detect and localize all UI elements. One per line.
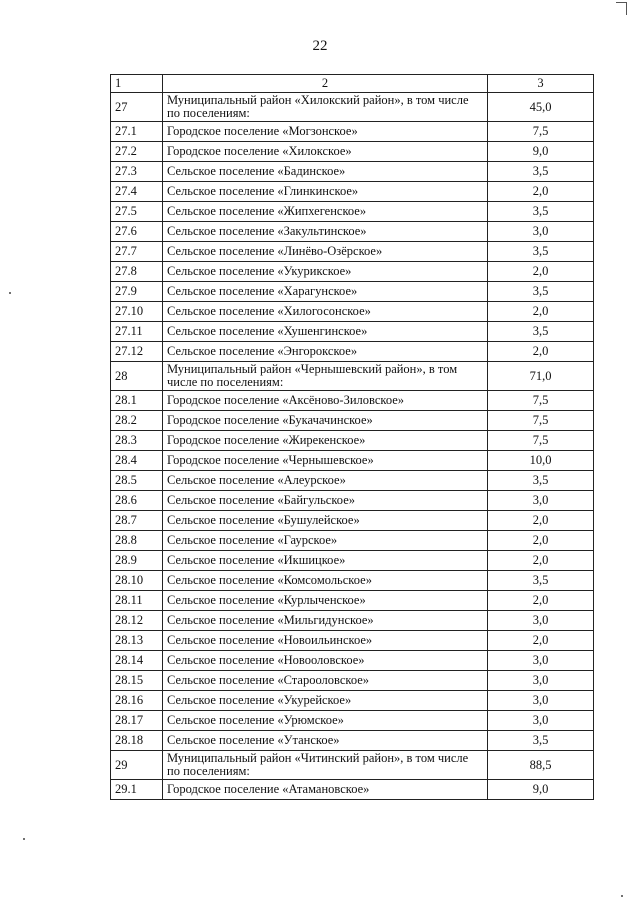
row-number-cell: 29 <box>111 751 163 780</box>
value-cell: 3,0 <box>488 491 594 511</box>
value-cell: 3,0 <box>488 711 594 731</box>
row-number-cell: 27.10 <box>111 302 163 322</box>
value-cell: 3,5 <box>488 162 594 182</box>
row-number-cell: 29.1 <box>111 780 163 800</box>
row-number-cell: 27.8 <box>111 262 163 282</box>
settlement-name-cell: Муниципальный район «Читинский район», в том числе по поселениям: <box>163 751 488 780</box>
settlement-name-cell: Сельское поселение «Жипхегенское» <box>163 202 488 222</box>
row-number-cell: 28 <box>111 362 163 391</box>
settlement-name-cell: Сельское поселение «Глинкинское» <box>163 182 488 202</box>
settlement-name-cell: Сельское поселение «Урюмское» <box>163 711 488 731</box>
settlement-name-cell: Городское поселение «Аксёново-Зиловское» <box>163 391 488 411</box>
row-number-cell: 27.7 <box>111 242 163 262</box>
table-row <box>111 431 594 451</box>
value-cell: 3,5 <box>488 322 594 342</box>
settlement-name-cell: Сельское поселение «Новооловское» <box>163 651 488 671</box>
settlement-name-cell: Сельское поселение «Байгульское» <box>163 491 488 511</box>
settlement-name-cell: Сельское поселение «Утанское» <box>163 731 488 751</box>
page-number: 22 <box>312 38 328 54</box>
row-number-cell: 28.15 <box>111 671 163 691</box>
row-number-cell: 28.12 <box>111 611 163 631</box>
settlement-name-cell: Сельское поселение «Линёво-Озёрское» <box>163 242 488 262</box>
row-number-cell: 27.5 <box>111 202 163 222</box>
value-cell: 3,0 <box>488 651 594 671</box>
row-number-cell: 28.10 <box>111 571 163 591</box>
value-cell: 3,5 <box>488 571 594 591</box>
settlement-name-cell: Сельское поселение «Алеурское» <box>163 471 488 491</box>
row-number-cell: 28.5 <box>111 471 163 491</box>
value-cell: 45,0 <box>488 93 594 122</box>
settlement-name-cell: Сельское поселение «Хушенгинское» <box>163 322 488 342</box>
settlement-name-cell: Сельское поселение «Харагунское» <box>163 282 488 302</box>
table-row <box>111 691 594 711</box>
value-cell: 3,5 <box>488 731 594 751</box>
value-cell: 3,5 <box>488 282 594 302</box>
row-number-cell: 28.16 <box>111 691 163 711</box>
row-number-cell: 27.3 <box>111 162 163 182</box>
table-row <box>111 571 594 591</box>
table-row <box>111 731 594 751</box>
settlement-name-cell: Сельское поселение «Мильгидунское» <box>163 611 488 631</box>
row-number-cell: 27 <box>111 93 163 122</box>
settlement-name-cell: Городское поселение «Могзонское» <box>163 122 488 142</box>
table-row <box>111 282 594 302</box>
value-cell: 2,0 <box>488 531 594 551</box>
table-row <box>111 711 594 731</box>
table-row <box>111 362 594 391</box>
row-number-cell: 28.18 <box>111 731 163 751</box>
settlement-name-cell: Городское поселение «Хилокское» <box>163 142 488 162</box>
settlement-name-cell: Муниципальный район «Чернышевский район», в том числе по поселениям: <box>163 362 488 391</box>
column-header-3: 3 <box>488 75 594 93</box>
table-row <box>111 631 594 651</box>
table-row <box>111 302 594 322</box>
row-number-cell: 28.7 <box>111 511 163 531</box>
table-row <box>111 411 594 431</box>
settlement-name-cell: Сельское поселение «Энгорокское» <box>163 342 488 362</box>
settlement-name-cell: Сельское поселение «Курлыченское» <box>163 591 488 611</box>
table-row <box>111 242 594 262</box>
value-cell: 2,0 <box>488 631 594 651</box>
settlement-name-cell: Городское поселение «Жирекенское» <box>163 431 488 451</box>
value-cell: 9,0 <box>488 780 594 800</box>
settlement-name-cell: Сельское поселение «Укурикское» <box>163 262 488 282</box>
row-number-cell: 28.14 <box>111 651 163 671</box>
row-number-cell: 28.8 <box>111 531 163 551</box>
scan-dust-dot <box>621 895 623 897</box>
table-row <box>111 531 594 551</box>
table-row <box>111 780 594 800</box>
table-row <box>111 491 594 511</box>
table-row <box>111 751 594 780</box>
table-row <box>111 451 594 471</box>
row-number-cell: 28.4 <box>111 451 163 471</box>
settlement-name-cell: Городское поселение «Чернышевское» <box>163 451 488 471</box>
row-number-cell: 28.3 <box>111 431 163 451</box>
column-header-1: 1 <box>111 75 163 93</box>
table-row <box>111 262 594 282</box>
table-header-row <box>111 75 594 93</box>
table-row <box>111 551 594 571</box>
row-number-cell: 27.12 <box>111 342 163 362</box>
table-row <box>111 222 594 242</box>
table-row <box>111 671 594 691</box>
value-cell: 3,0 <box>488 691 594 711</box>
settlement-name-cell: Сельское поселение «Гаурское» <box>163 531 488 551</box>
row-number-cell: 28.9 <box>111 551 163 571</box>
table-row <box>111 391 594 411</box>
table-row <box>111 122 594 142</box>
settlement-name-cell: Сельское поселение «Бадинское» <box>163 162 488 182</box>
settlement-name-cell: Сельское поселение «Комсомольское» <box>163 571 488 591</box>
value-cell: 3,0 <box>488 611 594 631</box>
settlement-name-cell: Городское поселение «Атамановское» <box>163 780 488 800</box>
settlement-name-cell: Сельское поселение «Бушулейское» <box>163 511 488 531</box>
value-cell: 10,0 <box>488 451 594 471</box>
table-row <box>111 342 594 362</box>
scan-dust-dot <box>23 838 25 840</box>
row-number-cell: 27.6 <box>111 222 163 242</box>
value-cell: 3,5 <box>488 471 594 491</box>
table-row <box>111 142 594 162</box>
value-cell: 7,5 <box>488 122 594 142</box>
settlement-name-cell: Сельское поселение «Старооловское» <box>163 671 488 691</box>
value-cell: 2,0 <box>488 262 594 282</box>
table-row <box>111 471 594 491</box>
settlements-table <box>110 74 594 800</box>
settlement-name-cell: Городское поселение «Букачачинское» <box>163 411 488 431</box>
scan-dust-dot <box>9 292 11 294</box>
value-cell: 9,0 <box>488 142 594 162</box>
settlement-name-cell: Сельское поселение «Хилогосонское» <box>163 302 488 322</box>
column-header-2: 2 <box>163 75 488 93</box>
value-cell: 88,5 <box>488 751 594 780</box>
row-number-cell: 27.2 <box>111 142 163 162</box>
value-cell: 3,5 <box>488 242 594 262</box>
table-row <box>111 93 594 122</box>
table-row <box>111 182 594 202</box>
settlement-name-cell: Сельское поселение «Закультинское» <box>163 222 488 242</box>
value-cell: 71,0 <box>488 362 594 391</box>
table-row <box>111 322 594 342</box>
row-number-cell: 28.11 <box>111 591 163 611</box>
settlement-name-cell: Сельское поселение «Новоильинское» <box>163 631 488 651</box>
table-row <box>111 162 594 182</box>
settlement-name-cell: Сельское поселение «Укурейское» <box>163 691 488 711</box>
table-row <box>111 591 594 611</box>
value-cell: 2,0 <box>488 511 594 531</box>
row-number-cell: 28.13 <box>111 631 163 651</box>
row-number-cell: 28.17 <box>111 711 163 731</box>
value-cell: 2,0 <box>488 302 594 322</box>
row-number-cell: 28.1 <box>111 391 163 411</box>
value-cell: 2,0 <box>488 182 594 202</box>
settlement-name-cell: Муниципальный район «Хилокский район», в том числе по поселениям: <box>163 93 488 122</box>
table-row <box>111 511 594 531</box>
value-cell: 2,0 <box>488 591 594 611</box>
value-cell: 2,0 <box>488 342 594 362</box>
row-number-cell: 28.6 <box>111 491 163 511</box>
value-cell: 3,5 <box>488 202 594 222</box>
value-cell: 3,0 <box>488 222 594 242</box>
table-row <box>111 202 594 222</box>
settlement-name-cell: Сельское поселение «Икшицкое» <box>163 551 488 571</box>
value-cell: 2,0 <box>488 551 594 571</box>
row-number-cell: 27.11 <box>111 322 163 342</box>
table-row <box>111 611 594 631</box>
value-cell: 7,5 <box>488 431 594 451</box>
row-number-cell: 27.4 <box>111 182 163 202</box>
scan-corner-mark <box>616 2 627 15</box>
row-number-cell: 27.1 <box>111 122 163 142</box>
value-cell: 7,5 <box>488 391 594 411</box>
row-number-cell: 28.2 <box>111 411 163 431</box>
value-cell: 3,0 <box>488 671 594 691</box>
table-row <box>111 651 594 671</box>
value-cell: 7,5 <box>488 411 594 431</box>
row-number-cell: 27.9 <box>111 282 163 302</box>
